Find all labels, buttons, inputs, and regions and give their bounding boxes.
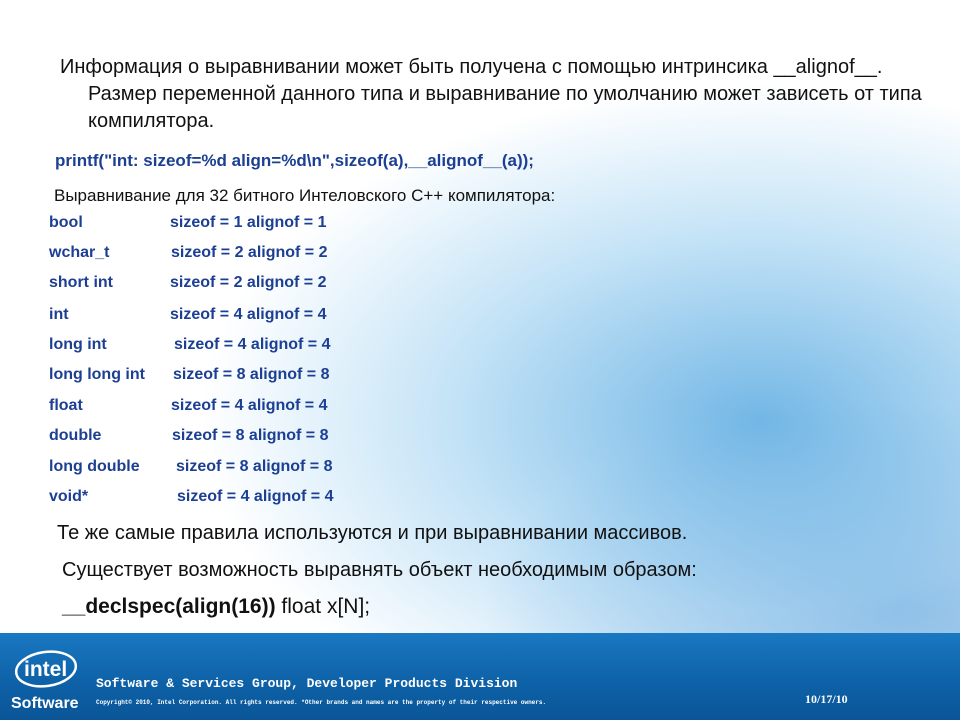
- paragraph-array-rules: Те же самые правила используются и при выравнивании массивов.: [57, 522, 688, 544]
- type-name: long long int: [49, 366, 145, 383]
- paragraph-alignof-info: Информация о выравнивании может быть получена с помощью интринсика __alignof__. Размер переменной данного типа и выравнивание по умолчанию может зависеть от типа компилятора.: [60, 56, 922, 132]
- type-size-align: sizeof = 2 alignof = 2: [170, 274, 327, 291]
- type-name: bool: [49, 214, 83, 231]
- type-size-align: sizeof = 4 alignof = 4: [174, 336, 331, 353]
- table-row: [49, 244, 549, 268]
- code-printf-line: printf("int: sizeof=%d align=%d\n",sizeof(a),__alignof__(a));: [55, 151, 534, 170]
- type-size-align: sizeof = 1 alignof = 1: [170, 214, 327, 231]
- table-row: [49, 488, 549, 512]
- paragraph-intel-compiler: Выравнивание для 32 битного Интеловского C++ компилятора:: [54, 186, 556, 205]
- table-row: [49, 458, 549, 482]
- table-row: [49, 336, 549, 360]
- table-row: [49, 214, 549, 238]
- type-name: short int: [49, 274, 113, 291]
- declspec-example: [62, 593, 922, 620]
- type-name: void*: [49, 488, 89, 505]
- logo-software-text: Software: [11, 695, 79, 712]
- copyright-text: Copyright© 2010, Intel Corporation. All rights reserved. *Other brands and names are the property of their respective owners.: [96, 699, 547, 706]
- footer-bar: [0, 633, 960, 720]
- type-size-align: sizeof = 8 alignof = 8: [176, 458, 333, 475]
- type-name: wchar_t: [49, 244, 110, 261]
- type-size-align: sizeof = 8 alignof = 8: [173, 366, 330, 383]
- table-row: [49, 427, 549, 451]
- intel-software-logo: [8, 641, 86, 717]
- logo-intel-text: intel: [24, 658, 68, 681]
- type-name: float: [49, 397, 83, 414]
- slide-date: 10/17/10: [805, 692, 848, 706]
- type-size-align: sizeof = 2 alignof = 2: [171, 244, 328, 261]
- table-row: [49, 274, 549, 298]
- type-size-align: sizeof = 4 alignof = 4: [170, 306, 327, 323]
- type-name: double: [49, 427, 102, 444]
- type-size-align: sizeof = 4 alignof = 4: [171, 397, 328, 414]
- division-text: Software & Services Group, Developer Products Division: [96, 676, 518, 691]
- type-size-align: sizeof = 4 alignof = 4: [177, 488, 334, 505]
- paragraph-align-object: Существует возможность выравнять объект необходимым образом:: [62, 559, 697, 581]
- type-name: long double: [49, 458, 140, 475]
- type-name: int: [49, 306, 69, 323]
- declspec-declaration: float x[N];: [275, 595, 371, 618]
- table-row: [49, 306, 549, 330]
- table-row: [49, 366, 549, 390]
- type-size-align: sizeof = 8 alignof = 8: [172, 427, 329, 444]
- declspec-keyword: __declspec(align(16)): [62, 595, 276, 618]
- type-name: long int: [49, 336, 107, 353]
- table-row: [49, 397, 549, 421]
